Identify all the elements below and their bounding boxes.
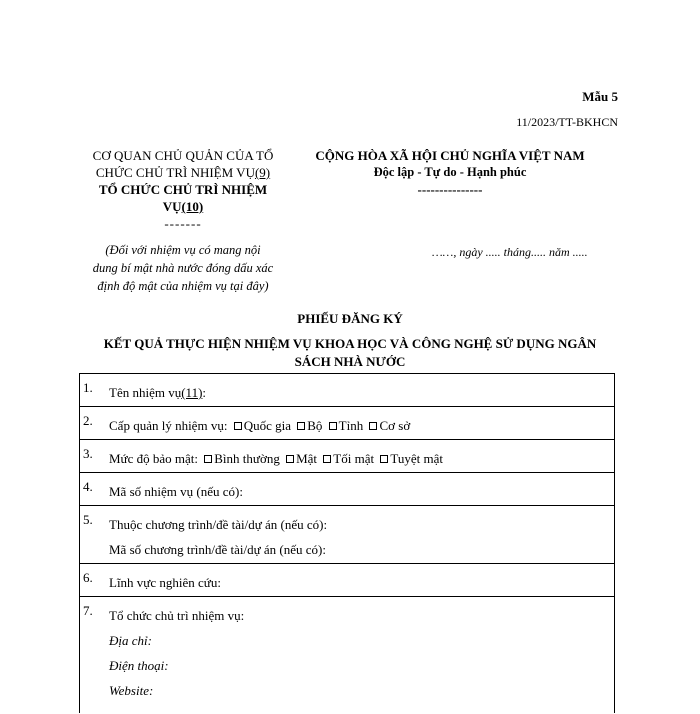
host-org-line-2: VỤ(10) — [162, 199, 204, 214]
host-organization-field[interactable]: Tổ chức chủ trì nhiệm vụ: — [109, 608, 245, 623]
form-subtitle: KẾT QUẢ THỰC HIỆN NHIỆM VỤ KHOA HỌC VÀ CÔNG NGHỆ SỬ DỤNG NGÂN SÁCH NHÀ NƯỚC — [103, 336, 597, 369]
circular-reference: 11/2023/TT-BKHCN — [516, 115, 618, 129]
right-separator: --------------- — [417, 182, 483, 197]
host-org-line-1: TỔ CHỨC CHỦ TRÌ NHIỆM — [98, 182, 268, 197]
row-number: 3. — [83, 446, 93, 461]
left-separator: ------- — [164, 216, 202, 231]
national-motto: Độc lập - Tự do - Hạnh phúc — [373, 165, 527, 179]
agency-line-1: CƠ QUAN CHỦ QUẢN CỦA TỔ — [92, 148, 274, 163]
checkbox-icon[interactable] — [286, 455, 294, 463]
checkbox-icon[interactable] — [369, 422, 377, 430]
row-number: 7. — [83, 603, 93, 618]
security-level-label: Mức độ bảo mật: — [109, 451, 199, 466]
option-confidential[interactable]: Mật — [283, 451, 317, 466]
research-field-row — [80, 564, 614, 597]
program-row — [80, 506, 614, 564]
checkbox-icon[interactable] — [297, 422, 305, 430]
row-number: 2. — [83, 413, 93, 428]
task-name-row — [80, 374, 614, 407]
address-field[interactable]: Địa chỉ: — [109, 633, 152, 648]
security-level-row — [80, 440, 614, 473]
website-field[interactable]: Website: — [109, 683, 154, 698]
confidentiality-note: (Đối với nhiệm vụ có mang nội dung bí mật nhà nước đóng dấu xác định độ mật của nhiệm vụ tại đây) — [92, 243, 274, 293]
row-number: 1. — [83, 380, 93, 395]
program-field[interactable]: Thuộc chương trình/đề tài/dự án (nếu có): — [109, 517, 328, 532]
footnote-ref-11: (11) — [181, 385, 203, 400]
option-national[interactable]: Quốc gia — [231, 418, 291, 433]
option-top-secret[interactable]: Tuyệt mật — [377, 451, 443, 466]
checkbox-icon[interactable] — [234, 422, 242, 430]
form-code: Mẫu 5 — [582, 89, 618, 104]
registration-form-table — [79, 373, 615, 713]
option-province[interactable]: Tỉnh — [326, 418, 364, 433]
option-grassroots[interactable]: Cơ sở — [366, 418, 410, 433]
host-organization-row — [80, 597, 614, 714]
option-normal[interactable]: Bình thường — [201, 451, 280, 466]
checkbox-icon[interactable] — [329, 422, 337, 430]
program-code-field[interactable]: Mã số chương trình/đề tài/dự án (nếu có): — [109, 542, 326, 557]
country-name: CỘNG HÒA XÃ HỘI CHỦ NGHĨA VIỆT NAM — [315, 148, 585, 163]
management-level-label: Cấp quản lý nhiệm vụ: — [109, 418, 228, 433]
left-header — [72, 147, 294, 295]
task-code-field[interactable]: Mã số nhiệm vụ (nếu có): — [109, 484, 243, 499]
task-name-field[interactable]: Tên nhiệm vụ(11): — [109, 385, 207, 400]
form-title: PHIẾU ĐĂNG KÝ — [297, 311, 403, 326]
checkbox-icon[interactable] — [204, 455, 212, 463]
right-header — [300, 147, 600, 198]
option-secret[interactable]: Tối mật — [320, 451, 374, 466]
management-level-row — [80, 407, 614, 440]
checkbox-icon[interactable] — [323, 455, 331, 463]
phone-field[interactable]: Điện thoại: — [109, 658, 169, 673]
agency-line-2: CHỨC CHỦ TRÌ NHIỆM VỤ(9) — [95, 165, 271, 180]
row-number: 5. — [83, 512, 93, 527]
research-field[interactable]: Lĩnh vực nghiên cứu: — [109, 575, 221, 590]
task-code-row — [80, 473, 614, 506]
date-line: ……, ngày ..... tháng..... năm ..... — [432, 245, 588, 259]
checkbox-icon[interactable] — [380, 455, 388, 463]
footnote-ref-10: (10) — [181, 199, 204, 214]
row-number: 6. — [83, 570, 93, 585]
footnote-ref-9: (9) — [254, 165, 271, 180]
option-ministry[interactable]: Bộ — [294, 418, 322, 433]
row-number: 4. — [83, 479, 93, 494]
